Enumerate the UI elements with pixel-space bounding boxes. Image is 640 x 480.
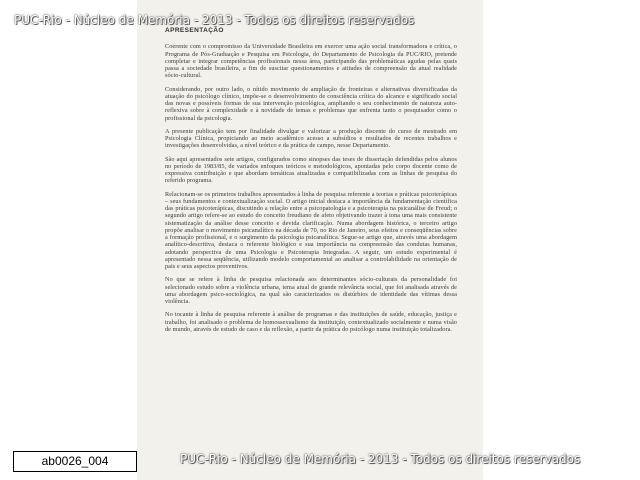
paragraph-7: No tocante à linha de pesquisa referente à análise de programas e das instituições de saúde, educação, justiça e trabalho, foi analisado o problema de homossexualismo da instituição, contextualizado socialmente e numa visão de mundo, através de estudo de caso e da reflexão, a partir da prática do psicólogo numa instituição totalizadora. bbox=[165, 311, 457, 333]
watermark-top: PUC-Rio - Núcleo de Memória - 2013 - Todos os direitos reservados bbox=[14, 13, 415, 27]
paragraph-3: A presente publicação tem por finalidade divulgar e valorizar a produção discente do curso de mestrado em Psicologia Clínica, propiciando ao meio acadêmico acesso a subsídios e resultados de recentes trabalhos e investigações desenvolvidas, a nível teórico e da prática de campo, nesse Departamento. bbox=[165, 127, 457, 150]
paragraph-2: Considerando, por outro lado, o nítido movimento de ampliação de fronteiras e alternativas diversificadas da atuação do psicólogo clínico, impõe-se o desenvolvimento de consciência crítica do alcance e significado social das novas e possíveis formas de sua intervenção psicológica, ampliando o seu conhecimento de natureza auto-reflexiva sobre à complexidade e à novidade de temas e problemas que enfrenta tanto o pesquisador como o profissional da psicologia. bbox=[165, 85, 457, 122]
watermark-bottom: PUC-Rio - Núcleo de Memória - 2013 - Todos os direitos reservados bbox=[180, 452, 581, 466]
document-id-label: ab0026_004 bbox=[13, 451, 137, 472]
document-heading: APRESENTAÇÃO bbox=[165, 27, 224, 34]
document-body bbox=[165, 27, 457, 339]
paragraph-1: Coerente com o compromisso da Universidade Brasileira em exercer uma ação social transformadora e crítica, o Programa de Pós-Graduação e Pesquisa em Psicologia, do Departamento de Psicologia da PUC/RIO, pretende completar e integrar competências profissionais nessa área, participando das problemáticas agudas pelas quais passa a sociedade brasileira, a fim de suscitar questionamentos e atitudes de compreensão da atual realidade sócio-cultural. bbox=[165, 43, 457, 80]
paragraph-6: No que se refere à linha de pesquisa relacionada aos determinantes sócio-culturais da personalidade foi selecionado estudo sobre a violência urbana, tema atual de grande relevância social, que foi analisada através de uma abordagem psico-sociológica, na qual são caracterizados os distúrbios de identidade das vítimas dessa violência. bbox=[165, 276, 457, 305]
paragraph-4: São aqui apresentados sete artigos, configurados como sinopses das teses de dissertação defendidas pelos alunos no período de 1983/85, de variados enfoques teóricos e metodológicos, apontadas pelo corpo docente como de expressiva contribuição e que abordam temáticas atualizadas e compatibilizadas com as linhas de pesquisa do referido programa. bbox=[165, 155, 457, 185]
paragraph-5: Relacionam-se os primeiros trabalhos apresentados à linha de pesquisa referente a teorias e práticas psicoterápicas – seus fundamentos e contextualização social. O artigo inicial destaca a importância da fundamentação científica das práticas psicoterápicas, discutindo a relação entre a psicopatologia e a psicoterapia na psicanálise de Freud; o segundo artigo refere-se ao estudo do conceito freudiano de afeto objetivando trazer à tona uma mais consistente sistematização da análise desse conceito e devida clarificação. Numa abordagem histórica, o terceiro artigo propõe analisar o movimento psicanalítico na década de 70, no Rio de Janeiro, seus efeitos e conseqüências sobre a formação profissional, e o surgimento da psicologia psicanalítica. Segue-se artigo que, através uma abordagem analítico-descritiva, destaca o referente biológico e sua importância na compreensão das condutas humanas, adotando perspectiva de uma Psicologia e Psicoterapia Integradas. A seguir, um estudo experimental é apresentado nessa seqüência, utilizando modelo comportamental ao analisar a controlabilidade na orientação de pais e seus aspectos proventivos. bbox=[165, 190, 457, 270]
